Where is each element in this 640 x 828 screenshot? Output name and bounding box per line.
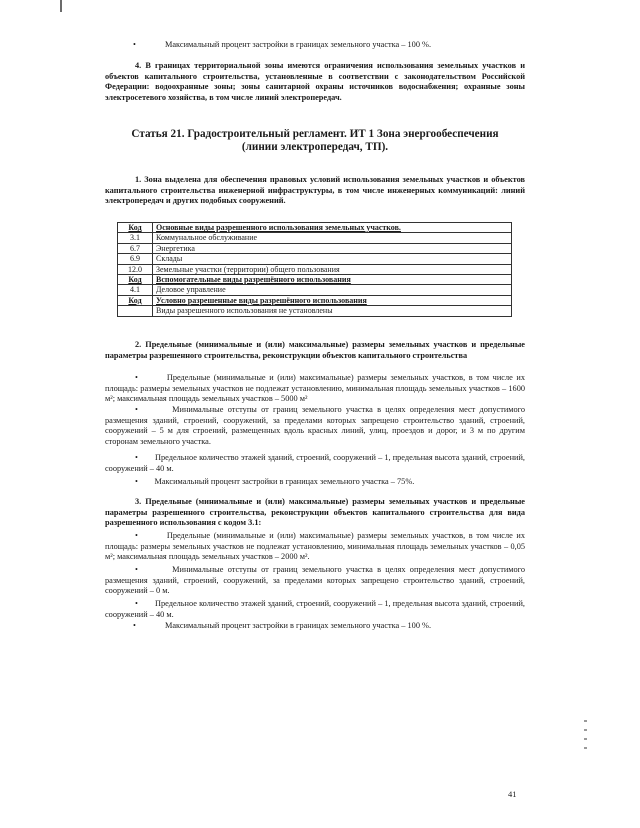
article-title xyxy=(105,128,525,154)
bullet-text: Минимальные отступы от границ земельного участка в целях определения мест допустимого размещения зданий, строений, сооружений, за пределами которых запрещено строительство зданий, строений, сооружений – 5 м для строений, размещенных вдоль красных линий, улиц, проездов и дорог, и 3 м по другим сторонам земельного участка. xyxy=(105,405,525,446)
table-cell-text: Вспомогательные виды разрешённого использования xyxy=(153,275,512,285)
bullet-text: Максимальный процент застройки в границах земельного участка – 100 %. xyxy=(165,621,432,630)
table-cell-text: Склады xyxy=(153,254,512,264)
table-row xyxy=(118,233,512,243)
table-cell-text: Деловое управление xyxy=(153,285,512,295)
permitted-use-table xyxy=(117,222,512,317)
para3-bullet-2 xyxy=(105,565,525,597)
bullet-icon: • xyxy=(135,531,138,540)
bullet-text: Максимальный процент застройки в границах земельного участка – 100 %. xyxy=(165,40,432,49)
article-title-line2: (линии электропередач, ТП). xyxy=(241,141,389,153)
paragraph-4: 4. В границах территориальной зоны имеются ограничения использования земельных участков и объектов капитального строительства, установленные в соответствии с законодательством Российской Федерации: водоохранные зоны; зоны санитарной охраны источников водоснабжения; охранные зоны электросетевого хозяйства, в том числе линий электропередач. xyxy=(105,61,525,102)
table-cell-code: 6.7 xyxy=(118,243,153,253)
bullet-icon: • xyxy=(135,477,138,486)
bullet-text: Предельные (минимальные и (или) максимальные) размеры земельных участков, в том числе их площадь: размеры земельных участков не подлежат установлению, минимальная площадь земельных участков – 0,05 м²; максимальная площадь земельных участков – 2000 м². xyxy=(105,531,525,562)
top-bullet xyxy=(105,40,525,51)
table-cell-text: Виды разрешенного использования не установлены xyxy=(153,306,512,316)
table-row xyxy=(118,243,512,253)
table-cell-code xyxy=(118,306,153,316)
bullet-icon: • xyxy=(133,621,136,630)
table-cell-code: Код xyxy=(118,275,153,285)
paragraph-2-heading: 2. Предельные (минимальные и (или) максимальные) размеры земельных участков и предельные параметры разрешенного строительства, реконструкции объектов капитального строительства xyxy=(105,340,525,360)
bullet-icon: • xyxy=(135,599,138,608)
table-row xyxy=(118,264,512,274)
table-cell-code: 3.1 xyxy=(118,233,153,243)
bullet-icon: • xyxy=(135,453,138,462)
table-cell-text: Коммунальное обслуживание xyxy=(153,233,512,243)
table-cell-text: Земельные участки (территории) общего пользования xyxy=(153,264,512,274)
paragraph-3-heading: 3. Предельные (минимальные и (или) максимальные) размеры земельных участков и предельные параметры разрешенного строительства, реконструкции объектов капитального строительства для вида разрешенного использования с кодом 3.1: xyxy=(105,497,525,528)
para2-bullet-1 xyxy=(105,373,525,405)
table-cell-text: Условно разрешенные виды разрешённого использования xyxy=(153,295,512,305)
table-cell-code: 4.1 xyxy=(118,285,153,295)
para2-bullet-4 xyxy=(105,477,525,488)
bullet-icon: • xyxy=(135,565,138,574)
para3-bullet-4 xyxy=(105,621,525,632)
para3-bullet-3 xyxy=(105,599,525,620)
paragraph-1: 1. Зона выделена для обеспечения правовых условий использования земельных участков и объектов капитального строительства инженерной инфраструктуры, в том числе инженерных коммуникаций: линий электропередач и других подобных сооружений. xyxy=(105,175,525,206)
bullet-text: Максимальный процент застройки в границах земельного участка – 75%. xyxy=(154,477,415,486)
table-row xyxy=(118,254,512,264)
article-title-line1: Статья 21. Градостроительный регламент. ИТ 1 Зона энергообеспечения xyxy=(131,128,499,140)
para3-bullet-1 xyxy=(105,531,525,563)
table-cell-code: Код xyxy=(118,223,153,233)
table-cell-code: Код xyxy=(118,295,153,305)
page-number: 41 xyxy=(508,789,517,799)
bullet-text: Предельное количество этажей зданий, строений, сооружений – 1, предельная высота зданий, строений, сооружений – 40 м. xyxy=(105,599,525,619)
bullet-text: Предельные (минимальные и (или) максимальные) размеры земельных участков, в том числе их площадь: размеры земельных участков не подлежат установлению, минимальная площадь земельных участков – 1600 м²; максимальная площадь земельных участков – 5000 м² xyxy=(105,373,525,404)
scan-artifact xyxy=(60,0,62,12)
table-cell-code: 12.0 xyxy=(118,264,153,274)
bullet-icon: • xyxy=(135,373,138,382)
table-cell-text: Основные виды разрешенного использования земельных участков. xyxy=(153,223,512,233)
table-header-row xyxy=(118,223,512,233)
table-header-row xyxy=(118,295,512,305)
bullet-text: Предельное количество этажей зданий, строений, сооружений – 1, предельная высота зданий, строений, сооружений – 40 м. xyxy=(105,453,525,473)
bullet-icon: • xyxy=(135,405,138,414)
bullet-icon: • xyxy=(133,40,136,49)
table-cell-text: Энергетика xyxy=(153,243,512,253)
bullet-text: Минимальные отступы от границ земельного участка в целях определения мест допустимого размещения зданий, строений, сооружений, за пределами которых запрещено строительство зданий, строений, сооружений – 0 м. xyxy=(105,565,525,596)
scan-specks xyxy=(584,720,590,760)
para2-bullet-3 xyxy=(105,453,525,474)
para2-bullet-2 xyxy=(105,405,525,447)
table-row xyxy=(118,306,512,316)
table-header-row xyxy=(118,275,512,285)
table-row xyxy=(118,285,512,295)
table-cell-code: 6.9 xyxy=(118,254,153,264)
